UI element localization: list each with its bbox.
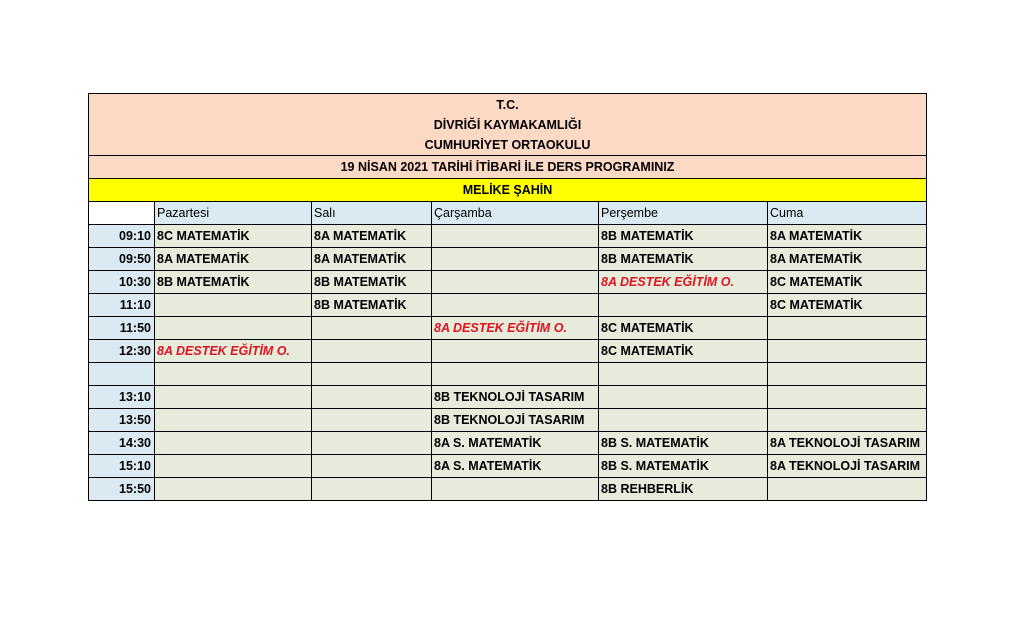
schedule-row xyxy=(89,340,927,363)
lesson-cell-cuma xyxy=(768,409,927,432)
lesson-cell-sali: 8A MATEMATİK xyxy=(312,225,432,248)
time-cell: 09:10 xyxy=(89,225,155,248)
lesson-cell-cuma: 8C MATEMATİK xyxy=(768,294,927,317)
lesson-cell-persembe xyxy=(599,363,768,386)
schedule-row xyxy=(89,409,927,432)
lesson-cell-pazartesi xyxy=(155,432,312,455)
lesson-cell-sali: 8B MATEMATİK xyxy=(312,294,432,317)
header-line-tc: T.C. xyxy=(496,97,519,112)
lesson-cell-pazartesi: 8C MATEMATİK xyxy=(155,225,312,248)
lesson-cell-persembe xyxy=(599,294,768,317)
time-cell: 11:10 xyxy=(89,294,155,317)
lesson-cell-persembe: 8B MATEMATİK xyxy=(599,225,768,248)
lesson-cell-pazartesi: 8A MATEMATİK xyxy=(155,248,312,271)
lesson-cell-cuma: 8C MATEMATİK xyxy=(768,271,927,294)
lesson-cell-pazartesi xyxy=(155,409,312,432)
day-header-sali: Salı xyxy=(312,202,432,225)
schedule-sheet xyxy=(88,93,926,501)
schedule-row xyxy=(89,432,927,455)
lesson-cell-pazartesi: 8B MATEMATİK xyxy=(155,271,312,294)
lesson-cell-carsamba: 8A S. MATEMATİK xyxy=(432,432,599,455)
schedule-row xyxy=(89,363,927,386)
lesson-cell-carsamba xyxy=(432,478,599,501)
day-header-cuma: Cuma xyxy=(768,202,927,225)
corner-cell xyxy=(89,202,155,225)
lesson-cell-cuma xyxy=(768,317,927,340)
lesson-cell-pazartesi xyxy=(155,478,312,501)
time-cell: 14:30 xyxy=(89,432,155,455)
lesson-cell-sali xyxy=(312,409,432,432)
lesson-cell-persembe: 8C MATEMATİK xyxy=(599,317,768,340)
header-line-district: DİVRİĞİ KAYMAKAMLIĞI xyxy=(433,117,582,132)
lesson-cell-persembe xyxy=(599,409,768,432)
time-cell: 09:50 xyxy=(89,248,155,271)
lesson-cell-carsamba xyxy=(432,225,599,248)
lesson-cell-pazartesi: 8A DESTEK EĞİTİM O. xyxy=(155,340,312,363)
lesson-cell-pazartesi xyxy=(155,363,312,386)
lesson-cell-cuma xyxy=(768,386,927,409)
lesson-cell-persembe: 8B MATEMATİK xyxy=(599,248,768,271)
time-cell: 15:10 xyxy=(89,455,155,478)
lesson-cell-pazartesi xyxy=(155,455,312,478)
lesson-cell-sali xyxy=(312,478,432,501)
lesson-cell-sali xyxy=(312,340,432,363)
time-cell xyxy=(89,363,155,386)
teacher-name: MELİKE ŞAHİN xyxy=(89,179,927,202)
lesson-cell-cuma xyxy=(768,363,927,386)
schedule-row xyxy=(89,271,927,294)
lesson-cell-sali xyxy=(312,317,432,340)
lesson-cell-cuma xyxy=(768,340,927,363)
schedule-table xyxy=(88,93,927,501)
day-header-carsamba: Çarşamba xyxy=(432,202,599,225)
lesson-cell-persembe: 8B REHBERLİK xyxy=(599,478,768,501)
lesson-cell-sali xyxy=(312,432,432,455)
lesson-cell-carsamba xyxy=(432,271,599,294)
lesson-cell-carsamba: 8A DESTEK EĞİTİM O. xyxy=(432,317,599,340)
day-header-persembe: Perşembe xyxy=(599,202,768,225)
header-line-school: CUMHURİYET ORTAOKULU xyxy=(424,137,591,152)
lesson-cell-persembe: 8B S. MATEMATİK xyxy=(599,455,768,478)
schedule-row xyxy=(89,294,927,317)
school-header-row xyxy=(89,94,927,156)
lesson-cell-cuma: 8A TEKNOLOJİ TASARIM xyxy=(768,432,927,455)
time-cell: 11:50 xyxy=(89,317,155,340)
schedule-row xyxy=(89,248,927,271)
lesson-cell-carsamba xyxy=(432,248,599,271)
time-cell: 12:30 xyxy=(89,340,155,363)
schedule-row xyxy=(89,455,927,478)
schedule-row xyxy=(89,225,927,248)
lesson-cell-sali xyxy=(312,455,432,478)
time-cell: 15:50 xyxy=(89,478,155,501)
lesson-cell-cuma: 8A TEKNOLOJİ TASARIM xyxy=(768,455,927,478)
lesson-cell-carsamba xyxy=(432,294,599,317)
lesson-cell-carsamba: 8B TEKNOLOJİ TASARIM xyxy=(432,386,599,409)
lesson-cell-sali xyxy=(312,386,432,409)
lesson-cell-cuma: 8A MATEMATİK xyxy=(768,248,927,271)
school-header xyxy=(89,94,927,156)
lesson-cell-carsamba: 8B TEKNOLOJİ TASARIM xyxy=(432,409,599,432)
lesson-cell-cuma xyxy=(768,478,927,501)
teacher-row xyxy=(89,179,927,202)
lesson-cell-sali: 8B MATEMATİK xyxy=(312,271,432,294)
lesson-cell-sali: 8A MATEMATİK xyxy=(312,248,432,271)
lesson-cell-pazartesi xyxy=(155,386,312,409)
schedule-row xyxy=(89,386,927,409)
lesson-cell-persembe: 8A DESTEK EĞİTİM O. xyxy=(599,271,768,294)
time-cell: 10:30 xyxy=(89,271,155,294)
lesson-cell-pazartesi xyxy=(155,317,312,340)
lesson-cell-carsamba xyxy=(432,340,599,363)
lesson-cell-pazartesi xyxy=(155,294,312,317)
schedule-row xyxy=(89,478,927,501)
lesson-cell-persembe: 8B S. MATEMATİK xyxy=(599,432,768,455)
time-cell: 13:10 xyxy=(89,386,155,409)
lesson-cell-carsamba: 8A S. MATEMATİK xyxy=(432,455,599,478)
subtitle-row xyxy=(89,156,927,179)
schedule-row xyxy=(89,317,927,340)
days-header-row xyxy=(89,202,927,225)
lesson-cell-sali xyxy=(312,363,432,386)
lesson-cell-carsamba xyxy=(432,363,599,386)
lesson-cell-persembe: 8C MATEMATİK xyxy=(599,340,768,363)
lesson-cell-cuma: 8A MATEMATİK xyxy=(768,225,927,248)
day-header-pazartesi: Pazartesi xyxy=(155,202,312,225)
lesson-cell-persembe xyxy=(599,386,768,409)
time-cell: 13:50 xyxy=(89,409,155,432)
schedule-subtitle: 19 NİSAN 2021 TARİHİ İTİBARİ İLE DERS PROGRAMINIZ xyxy=(89,156,927,179)
